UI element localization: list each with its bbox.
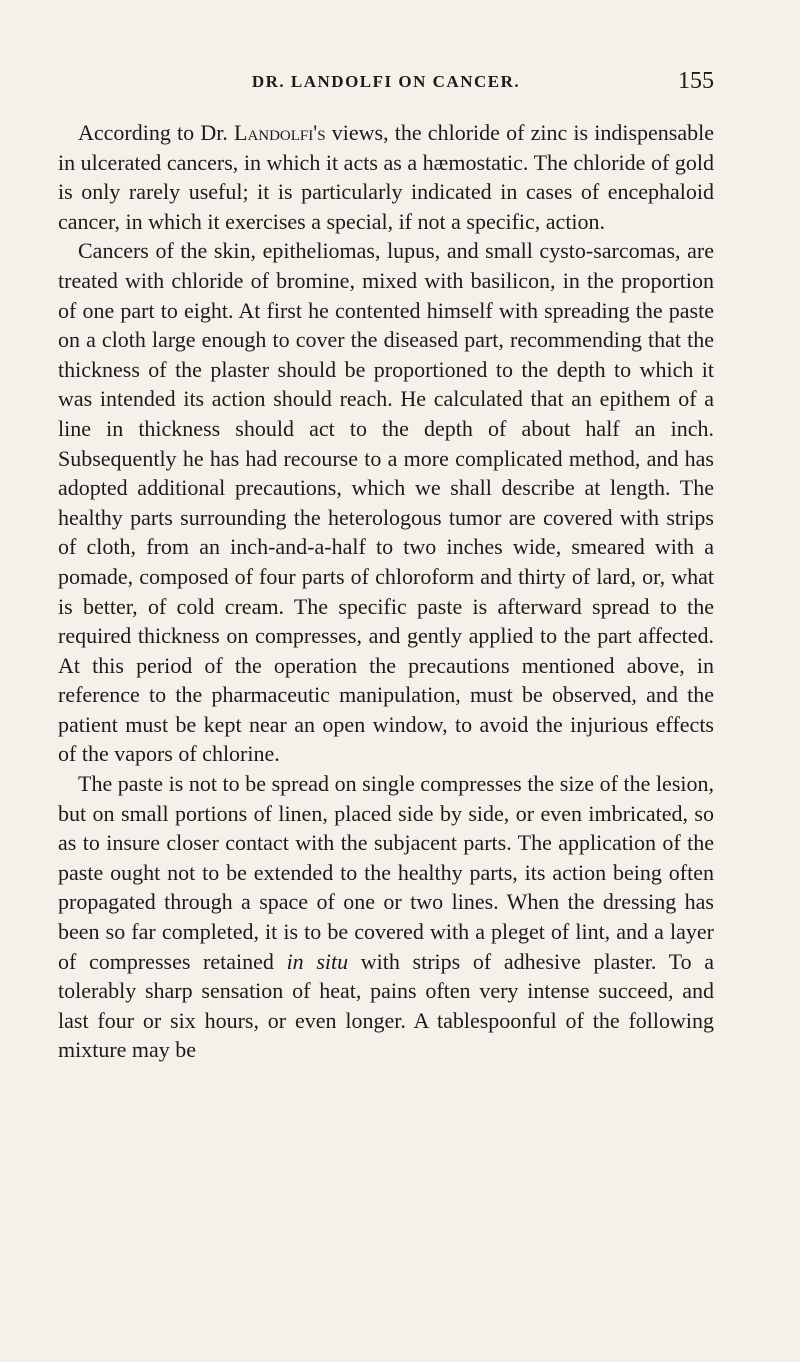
paragraph-3 — [58, 769, 714, 1065]
paragraph-2: Cancers of the skin, epitheliomas, lupus, and small cysto-sarcomas, are treated with chloride of bromine, mixed with basilicon, in the proportion of one part to eight. At first he contented himself with spreading the paste on a cloth large enough to cover the diseased part, recommending that the thickness of the plaster should be proportioned to the depth to which it was intended its action should reach. He calculated that an epithem of a line in thickness should act to the depth of about half an inch. Subsequently he has had recourse to a more complicated method, and has adopted additional precautions, which we shall describe at length. The healthy parts surrounding the heterologous tumor are covered with strips of cloth, from an inch-and-a-half to two inches wide, smeared with a pomade, composed of four parts of chloroform and thirty of lard, or, what is better, of cold cream. The specific paste is afterward spread to the required thickness on compresses, and gently applied to the part affected. At this period of the operation the precautions mentioned above, in reference to the pharmaceutic manipulation, must be observed, and the patient must be kept near an open window, to avoid the injurious effects of the vapors of chlorine. — [58, 238, 714, 767]
page-number: 155 — [678, 68, 714, 94]
body-text — [58, 118, 714, 1065]
paragraph-3-rest: with strips of adhesive plaster. To a tolerably sharp sensation of heat, pains often very intense succeed, and last four or six hours, or even longer. A tablespoonful of the following mixture may be — [58, 948, 714, 1063]
paragraph-3-start: The paste is not to be spread on single compresses the size of the lesion, but on small portions of linen, placed side by side, or even imbricated, so as to insure closer contact with the subjacent parts. The application of the paste ought not to be extended to the healthy parts, its action being often propagated through a space of one or two lines. When the dressing has been so far completed, it is to be covered with a pleget of lint, and a layer of compresses retained — [58, 771, 714, 974]
italic-term: in situ — [286, 948, 349, 974]
paragraph-1-rest: views, the chloride of zinc is indispensable in ulcerated cancers, in which it acts as a hæmostatic. The chloride of gold is only rarely useful; it is particularly indicated in cases of encephaloid cancer, in which it exercises a special, if not a specific, action. — [58, 120, 714, 234]
paragraph-1-start: According to Dr. — [78, 120, 234, 145]
paragraph-1 — [58, 118, 714, 236]
author-name: Landolfi's — [234, 120, 326, 145]
running-head — [58, 68, 714, 98]
running-title: DR. LANDOLFI ON CANCER. — [251, 72, 521, 91]
